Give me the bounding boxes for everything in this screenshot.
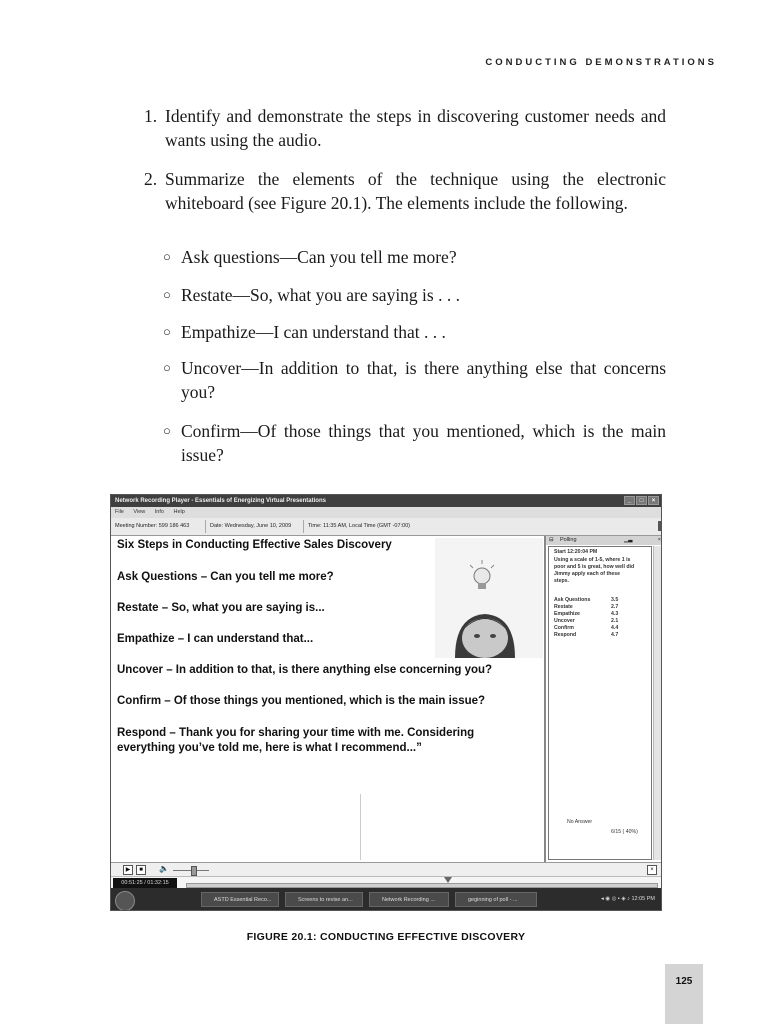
poll-label: Respond xyxy=(554,632,577,638)
poll-result-row xyxy=(554,632,619,639)
page-number-tab xyxy=(665,964,703,1024)
step-number: 2. xyxy=(144,169,158,189)
poll-label: Uncover xyxy=(554,618,575,624)
poll-start-time: Start 12:20:04 PM xyxy=(554,549,598,555)
polling-panel xyxy=(544,536,662,862)
poll-question: Jimmy apply each of these xyxy=(554,571,621,577)
poll-result-row xyxy=(554,625,619,632)
poll-value: 2.7 xyxy=(611,604,619,610)
bullet-text: Restate—So, what you are saying is . . . xyxy=(181,285,460,305)
poll-label: Empathize xyxy=(554,611,580,617)
slide-line: Confirm – Of those things you mentioned, which is the main issue? xyxy=(117,695,486,707)
tray-icons: ◂ ◉ ◎ ▪ ◈ ♪ xyxy=(600,896,632,902)
polling-title: Polling xyxy=(560,537,577,543)
numbered-step xyxy=(144,104,666,152)
meeting-info-bar xyxy=(111,518,661,536)
running-head: CONDUCTING DEMONSTRATIONS xyxy=(485,57,717,68)
maximize-icon[interactable]: □ xyxy=(636,496,647,505)
slide-line: Respond – Thank you for sharing your time with me. Considering xyxy=(117,727,475,739)
window-title: Network Recording Player - Essentials of Energizing Virtual Presentations xyxy=(115,498,326,504)
slide-line: Empathize – I can understand that... xyxy=(117,633,314,645)
play-icon[interactable]: ▶ xyxy=(123,865,133,875)
bullet-item xyxy=(163,283,666,307)
figure-caption: FIGURE 20.1: CONDUCTING EFFECTIVE DISCOVERY xyxy=(246,931,526,943)
panel-icon[interactable] xyxy=(658,521,662,531)
slide-line: Ask Questions – Can you tell me more? xyxy=(117,571,334,583)
bullet-text: Confirm—Of those things that you mentioned, which is the main issue? xyxy=(181,421,666,465)
poll-question: poor and 5 is great, how well did xyxy=(554,564,635,570)
taskbar-item[interactable]: ASTD Essential Reco... xyxy=(201,892,279,907)
poll-result-row xyxy=(554,597,619,604)
close-icon[interactable]: × xyxy=(648,496,659,505)
poll-result-row xyxy=(554,618,619,625)
step-number: 1. xyxy=(144,106,158,126)
taskbar-item[interactable]: geginning of poll - ... xyxy=(455,892,537,907)
bullet-item xyxy=(163,356,666,404)
menu-help[interactable]: Help xyxy=(173,509,185,515)
step-text: Identify and demonstrate the steps in discovering customer needs and wants using the audio. xyxy=(165,106,666,150)
polling-results-box xyxy=(548,546,652,860)
volume-handle[interactable] xyxy=(191,866,197,876)
menu-file[interactable]: File xyxy=(115,509,124,515)
bullet-text: Empathize—I can understand that . . . xyxy=(181,322,446,342)
menu-info[interactable]: Info xyxy=(154,509,164,515)
figure-screenshot xyxy=(110,494,662,911)
meeting-date: Date: Wednesday, June 10, 2009 xyxy=(210,523,292,529)
divider xyxy=(303,520,304,533)
bullet-item xyxy=(163,245,666,269)
system-tray xyxy=(601,892,655,907)
slide-line: everything you’ve told me, here is what I recommend...” xyxy=(117,742,422,754)
minimize-icon[interactable]: _ xyxy=(624,496,635,505)
close-player-icon[interactable]: × xyxy=(647,865,657,875)
poll-value: 4.3 xyxy=(611,611,619,617)
poll-result-row xyxy=(554,604,619,611)
bullet-circle-icon: ○ xyxy=(163,324,171,339)
taskbar xyxy=(111,888,661,911)
taskbar-item[interactable]: Screens to revise an... xyxy=(285,892,363,907)
start-button-icon[interactable] xyxy=(115,891,135,911)
window-controls xyxy=(624,496,659,505)
slide-line: Restate – So, what you are saying is... xyxy=(117,602,325,614)
bullet-circle-icon: ○ xyxy=(163,360,171,375)
polling-panel-header xyxy=(546,536,662,545)
poll-label: Ask Questions xyxy=(554,597,591,603)
poll-question: steps. xyxy=(554,578,569,584)
poll-label: Confirm xyxy=(554,625,574,631)
divider xyxy=(360,794,361,860)
collapse-icon[interactable]: ⊟ xyxy=(549,537,554,543)
poll-label: Restate xyxy=(554,604,573,610)
bullet-text: Uncover—In addition to that, is there anything else that concerns you? xyxy=(181,358,666,402)
bullet-circle-icon: ○ xyxy=(163,249,171,264)
menu-view[interactable]: View xyxy=(133,509,146,515)
poll-value: 4.4 xyxy=(611,625,619,631)
bullet-item xyxy=(163,320,666,344)
volume-icon[interactable]: 🔈 xyxy=(159,864,169,873)
bullet-item xyxy=(163,419,666,467)
window-titlebar xyxy=(111,495,661,507)
signal-icon: ▁▃ xyxy=(624,537,633,543)
taskbar-item[interactable]: Network Recording ... xyxy=(369,892,449,907)
poll-value: 4.7 xyxy=(611,632,619,638)
step-text: Summarize the elements of the technique using the electronic whiteboard (see Figure 20.1). The elements include the following. xyxy=(165,169,666,213)
numbered-step xyxy=(144,167,666,215)
thinking-man-illustration xyxy=(435,538,543,658)
poll-value: 3.5 xyxy=(611,597,619,603)
playback-controls xyxy=(111,862,661,877)
page-number: 125 xyxy=(675,976,693,987)
polling-scrollbar[interactable] xyxy=(653,546,662,860)
whiteboard-slide xyxy=(112,536,544,861)
bullet-circle-icon: ○ xyxy=(163,287,171,302)
timeline-marker[interactable] xyxy=(444,877,452,883)
clock: 12:05 PM xyxy=(631,896,655,902)
poll-result-row xyxy=(554,611,619,618)
meeting-number: Meeting Number: 599 186 463 xyxy=(115,523,190,529)
close-icon[interactable]: × xyxy=(657,537,661,543)
stop-icon[interactable]: ■ xyxy=(136,865,146,875)
answer-count: 6/15 ( 40%) xyxy=(611,829,638,835)
playback-time: 00:51:25 / 01:32:15 xyxy=(113,878,177,888)
poll-value: 2.1 xyxy=(611,618,619,624)
bullet-text: Ask questions—Can you tell me more? xyxy=(181,247,457,267)
menu-bar xyxy=(111,507,661,518)
bullet-circle-icon: ○ xyxy=(163,423,171,438)
meeting-time: Time: 11:35 AM, Local Time (GMT -07:00) xyxy=(308,523,410,529)
no-answer-label: No Answer xyxy=(567,819,593,825)
poll-question: Using a scale of 1-5, where 1 is xyxy=(554,557,631,563)
slide-line: Uncover – In addition to that, is there anything else concerning you? xyxy=(117,664,493,676)
slide-title: Six Steps in Conducting Effective Sales Discovery xyxy=(117,539,392,551)
divider xyxy=(205,520,206,533)
